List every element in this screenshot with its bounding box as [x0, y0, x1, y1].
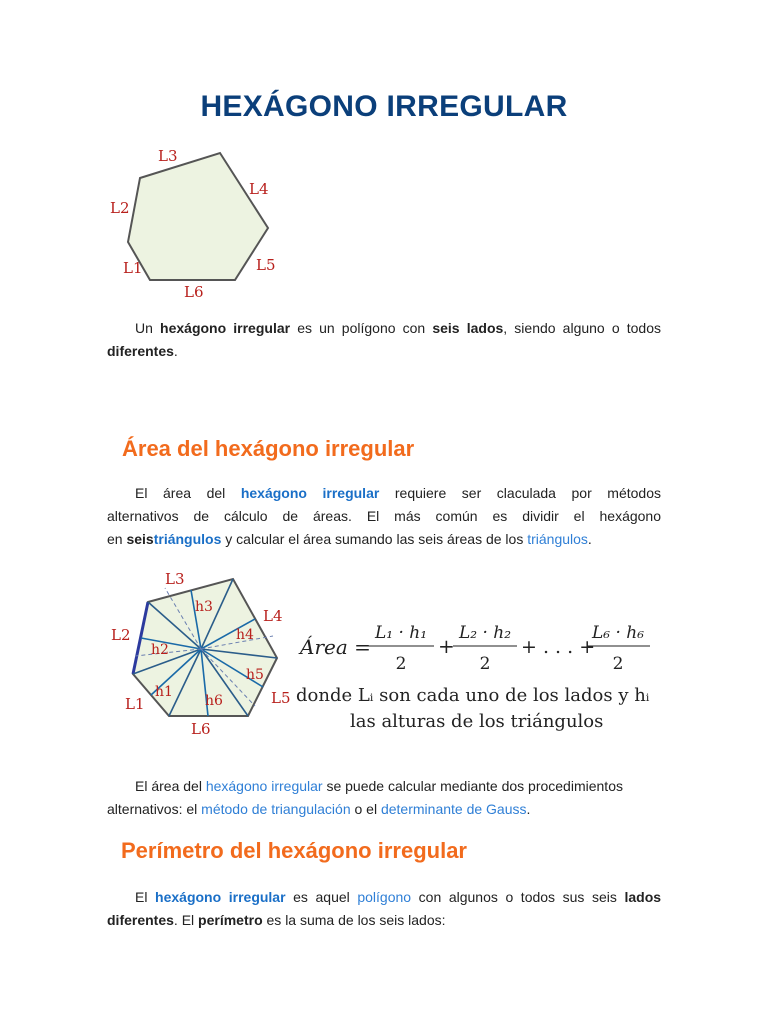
bold-term: hexágono irregular	[160, 320, 291, 336]
page-title: HEXÁGONO IRREGULAR	[200, 90, 568, 123]
height-label-h4: h4	[236, 627, 254, 643]
text: es la suma de los seis lados:	[266, 912, 446, 928]
side-label-l5: L5	[256, 256, 276, 274]
plus-sign: +	[438, 634, 455, 658]
link-metodo-triangulacion[interactable]: método de triangulación	[201, 801, 351, 817]
bold-term: perímetro	[198, 912, 263, 928]
side-label-l2: L2	[110, 199, 130, 217]
caption-line-1: donde Lᵢ son cada uno de los lados y hᵢ	[296, 685, 650, 706]
side-label-l6: L6	[184, 283, 204, 301]
text: se puede calcular mediante dos procedimientos	[326, 778, 623, 794]
side-label-l3: L3	[158, 147, 178, 165]
side-label-l1: L1	[123, 259, 143, 277]
text: o el	[354, 801, 378, 817]
term-6-denominator: 2	[612, 654, 624, 674]
text: es aquel	[293, 889, 350, 905]
text: .	[173, 343, 178, 359]
ellipsis-plus: + . . . +	[521, 636, 596, 658]
section-heading-perimeter: Perímetro del hexágono irregular	[121, 838, 467, 863]
term-6-numerator: L₆ · h₆	[591, 623, 645, 643]
link-triangulos[interactable]: triángulos	[153, 531, 222, 547]
formula-lhs: Área =	[300, 635, 371, 659]
text: El área del	[135, 485, 226, 501]
term-2-denominator: 2	[479, 654, 491, 674]
term-2-numerator: L₂ · h₂	[458, 623, 512, 643]
area-paragraph-2	[107, 775, 661, 821]
formula-caption	[294, 680, 664, 738]
text: . El	[173, 912, 195, 928]
text: .	[526, 801, 531, 817]
link-hexagono-irregular[interactable]: hexágono irregular	[205, 778, 323, 794]
hexagon-shape	[128, 153, 268, 280]
term-1-denominator: 2	[395, 654, 407, 674]
text: y calcular el área sumando las seis áreas de los	[225, 531, 524, 547]
side-label-l4: L4	[249, 180, 269, 198]
term-1-numerator: L₁ · h₁	[374, 623, 428, 643]
caption-line-2: las alturas de los triángulos	[350, 711, 604, 732]
text: en	[107, 531, 127, 547]
hexagon-figure	[100, 140, 290, 305]
height-label-h2: h2	[151, 642, 169, 658]
link-hexagono-irregular[interactable]: hexágono irregular	[240, 485, 380, 501]
triangulation-figure	[105, 566, 300, 741]
bold-term: diferentes	[107, 343, 174, 359]
section-heading-area: Área del hexágono irregular	[122, 436, 415, 461]
side-label-l5: L5	[271, 689, 291, 707]
side-label-l4: L4	[263, 607, 283, 625]
text: alternativos de cálculo de áreas. El más común es dividir el hexágono	[107, 508, 661, 524]
area-paragraph-1	[107, 482, 661, 551]
text: .	[587, 531, 592, 547]
bold-term: seis lados	[432, 320, 504, 336]
text: requiere ser claculada por métodos	[394, 485, 661, 501]
height-label-h5: h5	[246, 667, 264, 683]
height-label-h3: h3	[195, 599, 213, 615]
text: El área del	[135, 778, 202, 794]
side-label-l2: L2	[111, 626, 131, 644]
bold-term: lados	[624, 889, 662, 905]
side-label-l6: L6	[191, 720, 211, 738]
link-determinante-gauss[interactable]: determinante de Gauss	[380, 801, 527, 817]
perimeter-paragraph	[107, 886, 661, 932]
link-poligono[interactable]: polígono	[357, 889, 412, 905]
height-label-h1: h1	[155, 684, 173, 700]
link-triangulos-2[interactable]: triángulos	[527, 531, 588, 547]
bold-term: seis	[126, 531, 154, 547]
text: es un polígono con	[297, 320, 426, 336]
text: , siendo alguno o todos	[503, 320, 661, 336]
side-label-l3: L3	[165, 570, 185, 588]
text: con algunos o todos sus seis	[418, 889, 617, 905]
text: alternativos: el	[107, 801, 202, 817]
bold-term: diferentes	[107, 912, 174, 928]
intro-paragraph	[107, 317, 661, 363]
text: Un	[135, 320, 153, 336]
side-label-l1: L1	[125, 695, 145, 713]
link-hexagono-irregular[interactable]: hexágono irregular	[155, 889, 286, 905]
text: El	[135, 889, 148, 905]
area-formula	[298, 612, 660, 680]
height-label-h6: h6	[205, 693, 223, 709]
